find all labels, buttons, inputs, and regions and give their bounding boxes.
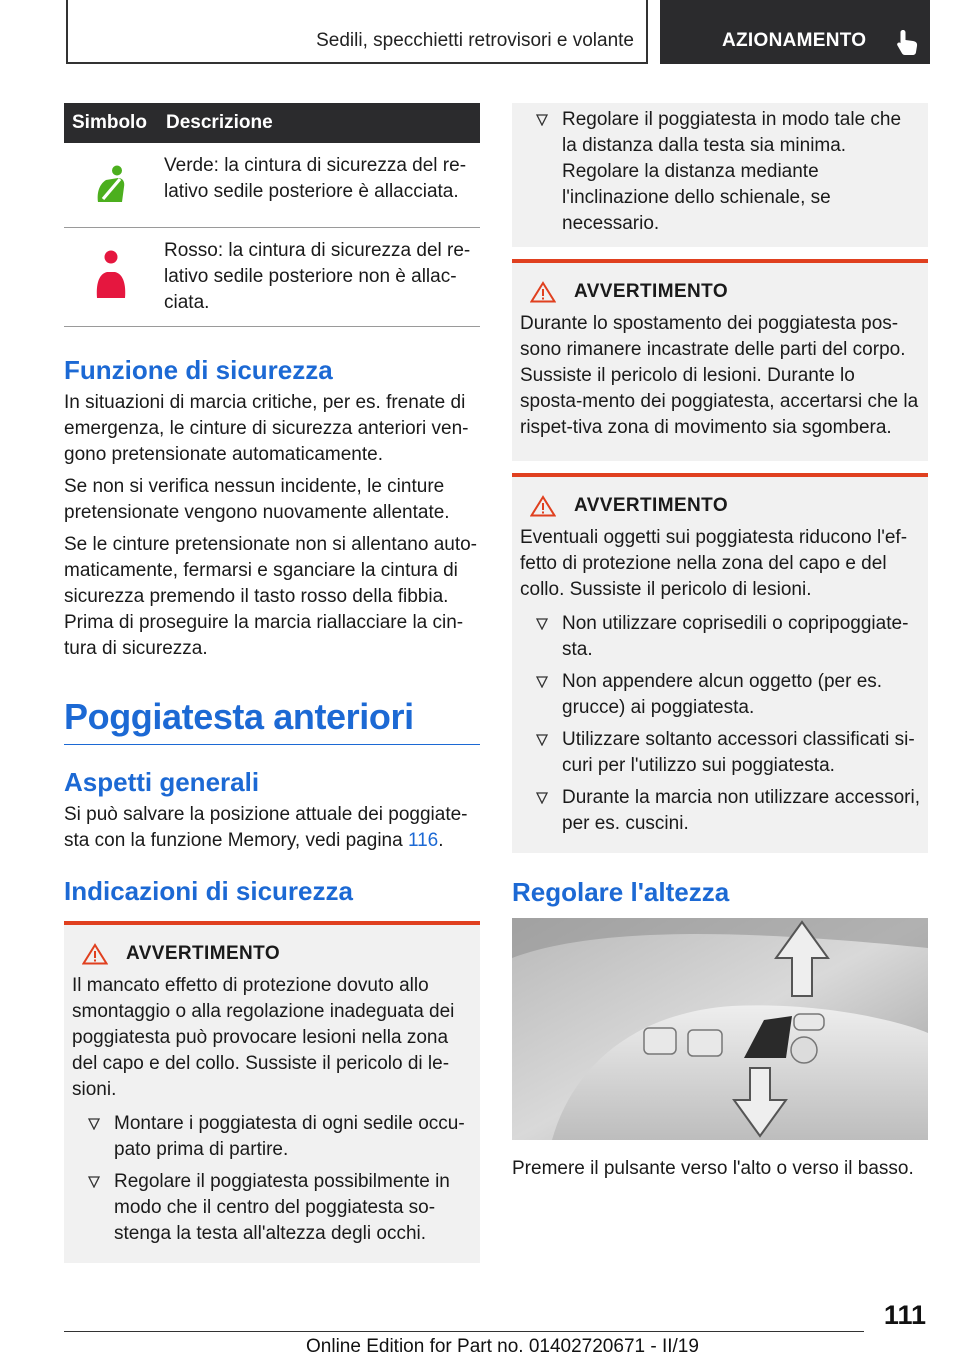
list-item: Regolare il poggiatesta in modo tale che la distanza dalla testa sia minima. Regolare la distanza mediante l'inclinazione dello schienale, se necessario.	[520, 107, 920, 237]
warning-text: Eventuali oggetti sui poggiatesta riducono l'ef-fetto di protezione nella zona del capo e del collo. Sussiste il pericolo di lesioni.	[520, 527, 908, 600]
table-row-description: Rosso: la cintura di sicurezza del re-lativo sedile posteriore non è allac-ciata.	[158, 228, 480, 327]
table-row	[64, 228, 480, 327]
warning-title: AVVERTIMENTO	[574, 495, 728, 516]
bullet-triangle-icon	[536, 618, 548, 630]
general-aspects-heading: Aspetti generali	[64, 767, 260, 797]
table-header-symbol: Simbolo	[64, 103, 158, 143]
photo-caption: Premere il pulsante verso l'alto o verso il basso.	[512, 1158, 914, 1179]
adjust-height-heading: Regolare l'altezza	[512, 877, 730, 907]
list-item: Montare i poggiatesta di ogni sedile occu-pato prima di partire.	[72, 1111, 472, 1163]
bullet-triangle-icon	[536, 114, 548, 126]
red-occupant-icon	[95, 250, 127, 300]
safety-function-heading: Funzione di sicurezza	[64, 355, 333, 385]
list-item: Durante la marcia non utilizzare accessori, per es. cuscini.	[520, 785, 920, 837]
pointing-hand-icon	[894, 28, 920, 56]
chapter-label: AZIONAMENTO	[722, 30, 867, 51]
paragraph: Se non si verifica nessun incidente, le cinture pretensionate vengono nuovamente allentate.	[64, 476, 450, 523]
list-item: Regolare il poggiatesta possibilmente in modo che il centro del poggiatesta so-stenga la testa all'altezza degli occhi.	[72, 1169, 472, 1247]
left-column	[64, 103, 480, 1263]
seat-controls-photo	[512, 918, 928, 1140]
warning-text: Il mancato effetto di protezione dovuto allo smontaggio o alla regolazione inadeguata dei poggiatesta può provocare lesioni nella zona del capo e del collo. Sussiste il pericolo di le-sioni.	[72, 975, 455, 1100]
running-header-section: Sedili, specchietti retrovisori e volante	[66, 0, 648, 64]
general-aspects-text: Si può salvare la posizione attuale dei poggiate-sta con la funzione Memory, vedi pagina 116.	[64, 804, 468, 851]
page-reference-link[interactable]: 116	[407, 830, 439, 851]
bullet-triangle-icon	[536, 792, 548, 804]
table-header-description: Descrizione	[158, 103, 480, 143]
bullet-triangle-icon	[88, 1176, 100, 1188]
warning-title: AVVERTIMENTO	[574, 281, 728, 302]
warning-box-continued	[512, 103, 928, 247]
warning-triangle-icon	[82, 943, 108, 965]
warning-triangle-icon	[530, 281, 556, 303]
footer-edition: Online Edition for Part no. 01402720671 - II/19	[306, 1336, 699, 1357]
warning-text: Durante lo spostamento dei poggiatesta pos-sono rimanere incastrate delle parti del corpo. Sussiste il pericolo di lesioni. Durante lo sposta-mento dei poggiatesta, accertarsi che la rispet-tiva zona di movimento sia sgombera.	[520, 313, 919, 438]
list-item: Non appendere alcun oggetto (per es. grucce) ai poggiatesta.	[520, 669, 920, 721]
front-headrests-title: Poggiatesta anteriori	[64, 696, 480, 745]
symbol-table	[64, 103, 480, 327]
list-item: Utilizzare soltanto accessori classificati si-curi per l'utilizzo sui poggiatesta.	[520, 727, 920, 779]
page-number: 111	[883, 1300, 926, 1330]
table-row-description: Verde: la cintura di sicurezza del re-lativo sedile posteriore è allacciata.	[158, 143, 480, 228]
running-header-chapter	[660, 0, 930, 64]
green-seatbelt-icon	[96, 165, 126, 203]
right-column	[512, 103, 928, 1188]
warning-triangle-icon	[530, 495, 556, 517]
paragraph: In situazioni di marcia critiche, per es. frenate di emergenza, le cinture di sicurezza anteriori ven-gono pretensionate automaticamente.	[64, 392, 469, 465]
list-item: Non utilizzare coprisedili o copripoggiate-sta.	[520, 611, 920, 663]
footer-rule	[64, 1331, 864, 1332]
safety-notes-heading: Indicazioni di sicurezza	[64, 876, 353, 906]
bullet-triangle-icon	[88, 1118, 100, 1130]
paragraph: Se le cinture pretensionate non si allentano auto-maticamente, fermarsi e sganciare la cintura di sicurezza premendo il tasto rosso della fibbia. Prima di proseguire la marcia riallacciare la cin-tura di sicurezza.	[64, 534, 477, 659]
bullet-triangle-icon	[536, 676, 548, 688]
warning-box	[512, 259, 928, 461]
warning-box	[64, 921, 480, 1263]
table-row	[64, 143, 480, 228]
warning-title: AVVERTIMENTO	[126, 943, 280, 964]
bullet-triangle-icon	[536, 734, 548, 746]
warning-box	[512, 473, 928, 853]
